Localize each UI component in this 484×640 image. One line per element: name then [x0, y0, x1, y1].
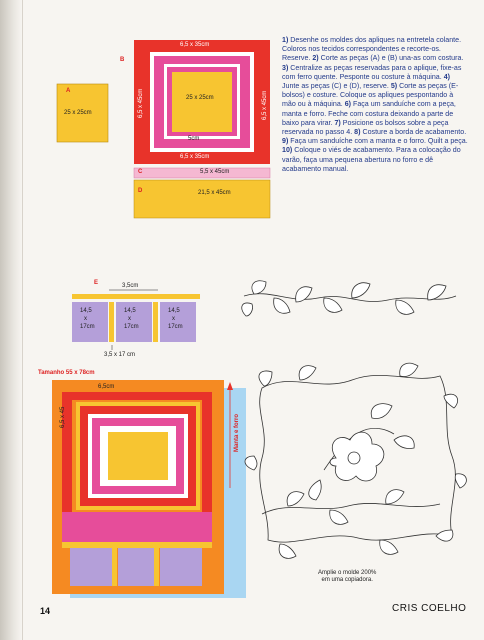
step-2: Corte as peças (A) e (B) una-as com costura. [318, 54, 464, 63]
step-3-num: 3) [282, 63, 289, 72]
frame-leaf-8 [380, 540, 398, 554]
step-1-num: 1) [282, 36, 289, 44]
step-6: Faça um sanduíche com a peça, manta e forro. Feche com costura deixando a parte de baixo para virar. [282, 100, 456, 127]
label-top-strip: 6,5 x 35cm [180, 42, 210, 48]
frame-leaf-6 [245, 456, 257, 470]
pocket2-w: 14,5 [124, 308, 136, 314]
b-inner-gap-right [237, 64, 240, 139]
label-a: A [66, 88, 71, 94]
label-lower-side: 6,5 x 45 [60, 406, 66, 428]
bottom-leaf-2 [330, 510, 348, 524]
label-center: 25 x 25cm [186, 95, 214, 101]
label-d-size: 21,5 x 45cm [198, 190, 231, 196]
lower-pocket-2 [118, 548, 154, 586]
step-8: Costure a borda de acabamento. [360, 128, 467, 137]
pocket1-x: x [84, 316, 87, 322]
b-inner-gap-left [164, 64, 167, 139]
label-size-a: 25 x 25cm [64, 110, 92, 116]
flower-leaf-1 [371, 404, 392, 419]
label-inner-small: 5cm [188, 136, 200, 142]
outer-red-top [62, 392, 212, 400]
label-tamanho: Tamanho 55 x 78cm [38, 370, 95, 376]
label-e-gap: 3,5cm [122, 283, 139, 289]
lower-pocket-3 [160, 548, 202, 586]
lower-pink-band [62, 512, 212, 542]
side-red-right [202, 392, 212, 512]
e-sep-2 [153, 302, 158, 342]
label-lower-65: 6,5cm [98, 384, 115, 390]
label-manta: Manta e forro [234, 413, 240, 452]
pocket1-h: 17cm [80, 324, 95, 330]
lower-pocket-1 [70, 548, 112, 586]
step-2-num: 2) [312, 54, 319, 63]
b-right-gap [250, 52, 254, 152]
step-9-num: 9) [282, 137, 289, 146]
leaf-5 [352, 283, 370, 298]
lower-sep-2 [154, 548, 159, 586]
enlarge-caption [318, 570, 376, 584]
b-top-gap [152, 52, 252, 56]
pocket1-w: 14,5 [80, 308, 92, 314]
step-6-num: 6) [344, 100, 352, 109]
label-d: D [138, 188, 143, 194]
frame-leaf-7 [279, 544, 296, 558]
step-7: Posicione os bolsos sobre a peça reservada no passo 4. [282, 118, 449, 137]
label-c: C [138, 169, 143, 175]
frame-leaf-5 [455, 474, 466, 488]
leaf-3 [296, 287, 312, 302]
step-3: Centralize as peças reservadas para o aplique, fixe-as com ferro quente. Pesponte ou costure à máquina. [282, 63, 462, 81]
flower-leaf-2 [394, 436, 414, 449]
center-yellow [108, 432, 168, 480]
step-4: Junte as peças (C) e (D), reserve. [282, 82, 391, 91]
leaf-7 [428, 285, 446, 300]
b-bottom-gap [152, 148, 252, 152]
assembled-quilt [52, 380, 246, 598]
label-bottom-strip: 6,5 x 35cm [180, 154, 210, 160]
step-7-num: 7) [334, 118, 341, 127]
pockets-e [72, 290, 200, 350]
leaf-6 [396, 300, 414, 314]
step-8-num: 8) [354, 128, 361, 137]
b-inner-gap-bottom [164, 136, 240, 139]
pocket2-h: 17cm [124, 324, 139, 330]
manta-arrow-head [227, 382, 233, 390]
step-5-num: 5) [390, 82, 398, 91]
step-5: Corte as peças (E- bolsos) e costure. Coloque os apliques pespontando à mão ou à máquina. [282, 82, 459, 109]
label-right-strip: 6,5 x 45cm [262, 90, 268, 120]
block-b [134, 40, 270, 164]
step-10-num: 10) [282, 146, 293, 155]
label-left-strip: 6,5 x 45cm [138, 88, 144, 118]
leaf-8 [242, 303, 253, 316]
e-sep-1 [109, 302, 114, 342]
page-number: 14 [40, 606, 51, 616]
pocket-strip [62, 542, 212, 548]
frame-leaf-3 [400, 363, 418, 376]
label-c-size: 5,5 x 45cm [200, 169, 230, 175]
step-4-num: 4) [443, 72, 450, 81]
step-9: Faça um sanduíche com a manta e o forro. Quilt a peça. [288, 137, 468, 146]
b-left-gap [150, 52, 154, 152]
step-10: Coloque o viés de acabamento. Para a colocação do varão, faça uma pequena abertura no forro e dê acabamento manual. [282, 146, 461, 173]
pocket3-w: 14,5 [168, 308, 180, 314]
flower-leaf-3 [309, 480, 321, 500]
leaf-4 [324, 298, 342, 312]
flower-center [348, 452, 360, 464]
applique-pattern [242, 281, 467, 559]
label-e: E [94, 280, 99, 286]
e-top-strip [72, 294, 200, 299]
caption-line-2: em uma copiadora. [321, 577, 373, 583]
frame-leaf-1 [259, 371, 272, 386]
piece-d [134, 180, 270, 218]
leaf-1 [252, 281, 266, 294]
author-name: CRIS COELHO [392, 603, 467, 614]
b-inner-gap-top [164, 64, 240, 67]
label-b: B [120, 57, 125, 63]
pocket3-x: x [172, 316, 175, 322]
leaf-2 [274, 298, 290, 313]
bottom-leaf-3 [386, 490, 404, 504]
step-1: Desenhe os moldes dos apliques na entretela colante. Coloros nos tecidos correspondentes e recorte-os. Reserve. [282, 36, 462, 63]
frame-leaf-2 [299, 366, 316, 380]
lower-sep-1 [112, 548, 117, 586]
frame-leaf-9 [436, 530, 453, 541]
instructions [282, 36, 468, 174]
bottom-leaf-1 [287, 492, 304, 506]
label-e-bottom: 3,5 x 17 cm [104, 352, 136, 358]
pocket2-x: x [128, 316, 131, 322]
caption-line-1: Amplie o molde 200% [318, 570, 377, 576]
pocket3-h: 17cm [168, 324, 183, 330]
b-center-yellow [172, 72, 232, 132]
